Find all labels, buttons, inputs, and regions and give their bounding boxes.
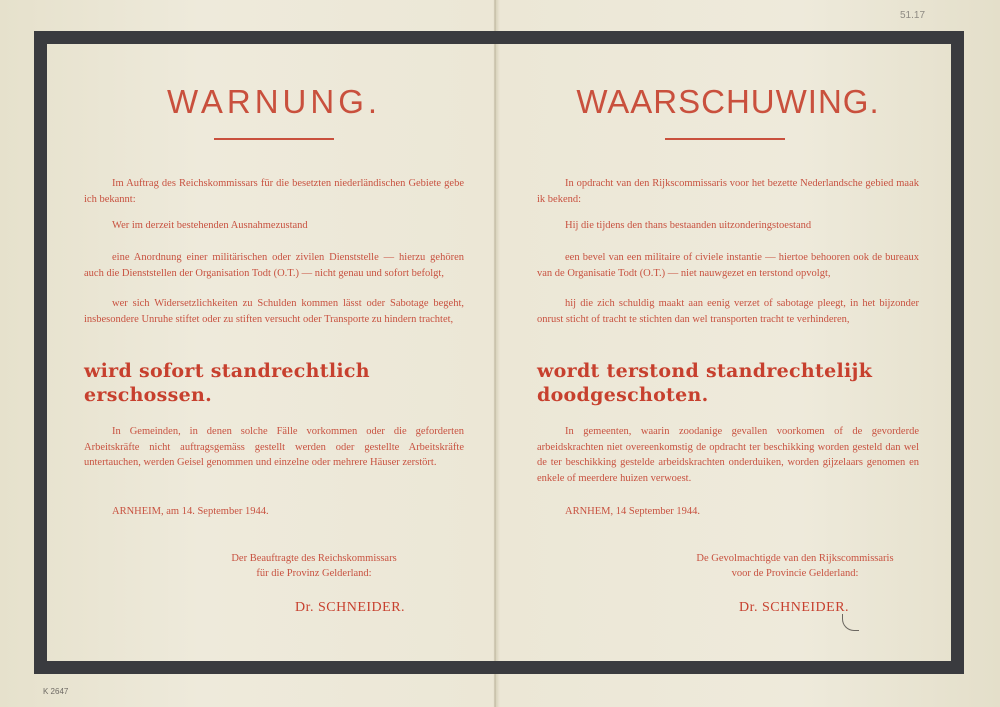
archive-number: 51.17 xyxy=(900,10,926,21)
dutch-date: ARNHEM, 14 September 1944. xyxy=(565,506,701,517)
german-clause-3: wer sich Widersetzlichkeiten zu Schulden kommen lässt oder Sabotage begeht, insbesondere Unruhe stiftet oder zu stiften versucht oder Transporte zu hindern trachtet, xyxy=(84,298,464,325)
dutch-reprisal: In gemeenten, waarin zoodanige gevallen voorkomen of de gevorderde arbeidskrachten niet overeenkomstig de opdracht ter beschikking worden gesteld dan wel de ter beschikking gestelde arbeidskrachten onderduiken, worden gijzelaars genomen en enkele of meerdere huizen verwoest. xyxy=(537,426,919,484)
dutch-signatory-title: De Gevolmachtigde van den Rijkscommissaris xyxy=(696,553,894,564)
german-signatory-title: Der Beauftragte des Reichskommissars xyxy=(231,553,397,564)
dutch-signatory-province: voor de Provincie Gelderland: xyxy=(731,568,859,579)
german-clause-2: eine Anordnung einer militärischen oder zivilen Dienststelle — hierzu gehören auch die Dienststellen der Organisation Todt (O.T.) — nicht genau und sofort befolgt, xyxy=(84,252,464,279)
dutch-clause-1: Hij die tijdens den thans bestaanden uitzonderingstoestand xyxy=(565,220,812,231)
archive-code: K 2647 xyxy=(43,687,69,696)
german-clause-1: Wer im derzeit bestehenden Ausnahmezustand xyxy=(112,220,308,231)
title-underline xyxy=(214,138,334,140)
dutch-title: WAARSCHUWING. xyxy=(576,83,880,120)
dutch-signatory-block xyxy=(685,551,905,581)
german-signatory-province: für die Provinz Gelderland: xyxy=(256,568,372,579)
dutch-verdict: wordt terstond standrechtelijk doodgeschoten. xyxy=(537,360,873,406)
german-date: ARNHEIM, am 14. September 1944. xyxy=(112,506,269,517)
german-intro: Im Auftrag des Reichskommissars für die besetzten niederländischen Gebiete gebe ich bekannt: xyxy=(84,178,464,205)
german-title: WARNUNG. xyxy=(166,83,382,120)
dutch-intro: In opdracht van den Rijkscommissaris voor het bezette Nederlandsche gebied maak ik bekend: xyxy=(537,178,919,205)
dutch-clause-3: hij die zich schuldig maakt aan eenig verzet of sabotage pleegt, in het bijzonder onrust sticht of tracht te stichten dan wel transporten tracht te verhinderen, xyxy=(537,298,919,325)
title-underline xyxy=(665,138,785,140)
dutch-signature-name: Dr. SCHNEIDER. xyxy=(739,600,850,615)
dutch-clause-2: een bevel van een militaire of civiele instantie — hiertoe behooren ook de bureaux van de Organisatie Todt (O.T.) — niet nauwgezet en terstond opvolgt, xyxy=(537,252,919,279)
german-signature-name: Dr. SCHNEIDER. xyxy=(295,600,406,615)
german-verdict: wird sofort standrechtlich erschossen. xyxy=(84,360,370,406)
german-reprisal: In Gemeinden, in denen solche Fälle vorkommen oder die geforderten Arbeitskräfte nicht auftragsgemäss gestellt werden oder gestellte Arbeitskräfte untertauchen, werden Geisel genommen und einzelne oder mehrere Häuser zerstört. xyxy=(84,426,464,468)
german-signatory-block xyxy=(204,551,424,581)
